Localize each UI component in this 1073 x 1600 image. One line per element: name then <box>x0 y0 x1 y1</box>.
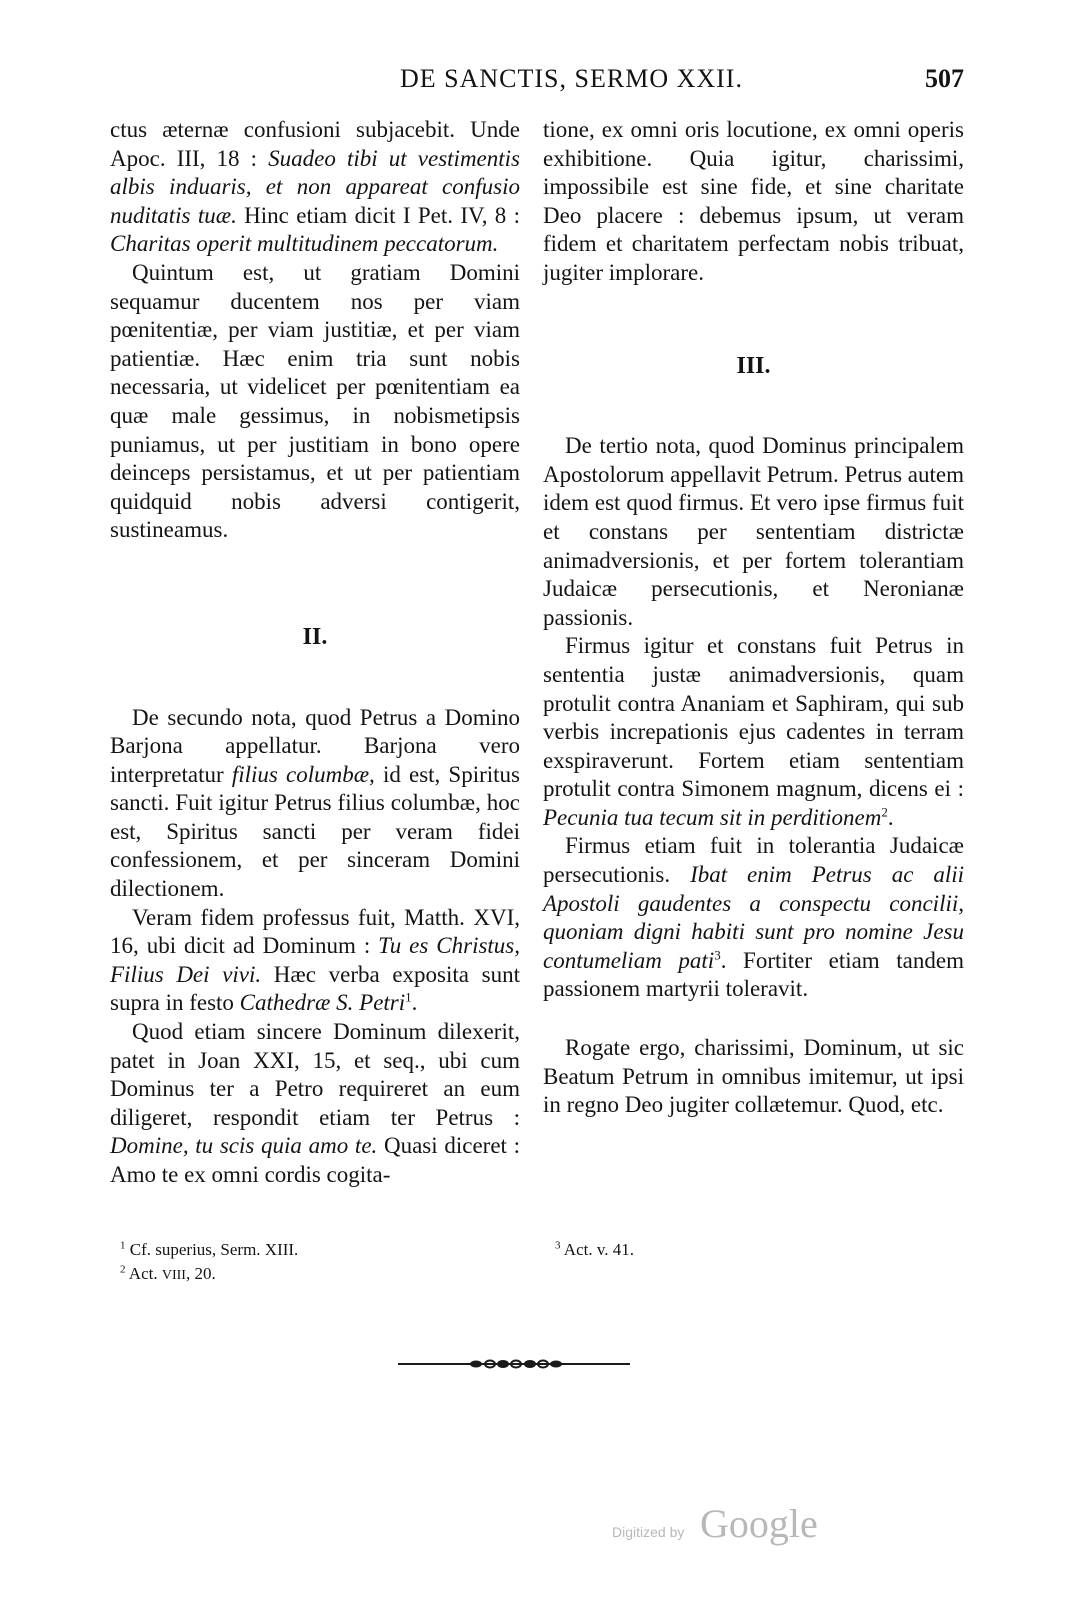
footnote-ref: 3 <box>714 947 721 963</box>
page-number: 507 <box>925 64 964 93</box>
paragraph: Firmus etiam fuit in tolerantia Judaicæ persecutionis. Ibat enim Petrus ac alii Apostoli gaudentes a conspectu concilii, quoniam digni habiti sunt pro nomine Jesu contumeliam pati$^3$. Fortiter etiam tandem passionem martyrii toleravit. <box>543 833 965 1002</box>
paragraph: tione, ex omni oris locutione, ex omni operis exhibitione. Quia igitur, charissimi, impossibile est sine fide, et sine charitate Deo placere : debemus ipsum, ut veram fidem et charitatem perfectam nobis tribuat, jugiter implorare. <box>543 117 964 285</box>
paragraph: Rogate ergo, charissimi, Dominum, ut sic Beatum Petrum in omnibus imitemur, ut ipsi in regno Deo jugiter collætemur. Quod, etc. <box>543 1035 964 1118</box>
section-heading: II. <box>302 623 328 650</box>
digitized-watermark <box>612 1500 852 1550</box>
footnotes-left <box>120 1238 298 1288</box>
paragraph: ctus æternæ confusioni subjacebit. Unde Apoc. III, 18 : Suadeo tibi ut vestimentis albis induaris, et non appareat confusio nuditatis tuæ. Hinc etiam dicit I Pet. IV, 8 : Charitas operit multitudinem peccatorum. <box>110 117 521 257</box>
google-logo: Google <box>700 1501 818 1546</box>
paragraph: Firmus igitur et constans fuit Petrus in sententia justæ animadversionis, quam protulit contra Ananiam et Saphiram, qui sub verbis increpationis ejus cadentes in terram exspiraverunt. Fortem etiam sententiam protulit contra Simonem magnum, dicens ei : Pecunia tua tecum sit in perditionem$^2$. <box>543 633 964 830</box>
section-heading: III. <box>736 352 771 379</box>
footnote-ref: 2 <box>881 804 888 820</box>
footnotes-right <box>555 1238 634 1262</box>
left-column <box>110 116 520 1190</box>
footnote: $^3$ Act. v. 41. <box>555 1239 635 1259</box>
paragraph: Quintum est, ut gratiam Domini sequamur ducentem nos per viam pœnitentiæ, per viam justitiæ, et per viam patientiæ. Hæc enim tria sunt nobis necessaria, ut videlicet per pœnitentiam ea quæ male gessimus, in nobismetipsis puniamus, ut per justitiam in bono opere deinceps persistamus, et ut per patientiam quidquid nobis adversi contigerit, sustineamus. <box>110 259 520 543</box>
paragraph: Quod etiam sincere Dominum dilexerit, patet in Joan XXI, 15, et seq., ubi cum Dominus ter a Petro requireret an eum diligeret, respondit etiam ter Petrus : Domine, tu scis quia amo te. Quasi diceret : Amo te ex omni cordis cogita- <box>110 1019 521 1187</box>
paragraph: De tertio nota, quod Dominus principalem Apostolorum appellavit Petrum. Petrus autem idem est quod firmus. Et vero ipse firmus fuit et constans per sententiam districtæ animadversionis, et per fortem tolerantiam Judaicæ persecutionis, et Neronianæ passionis. <box>543 433 964 630</box>
footnote-ref: 1 <box>405 989 412 1005</box>
ornament-rule <box>398 1358 630 1370</box>
watermark-small: Digitized by <box>612 1524 685 1540</box>
page-header <box>110 64 964 100</box>
paragraph: De secundo nota, quod Petrus a Domino Barjona appellatur. Barjona vero interpretatur filius columbæ, id est, Spiritus sancti. Fuit igitur Petrus filius columbæ, hoc est, Spiritus sancti per veram fidei confessionem, et per sinceram Domini dilectionem. <box>110 704 521 902</box>
running-head: DE SANCTIS, SERMO XXII. <box>400 64 743 93</box>
right-column <box>543 116 964 1120</box>
footnote: $^1$ Cf. superius, Serm. XIII. <box>120 1239 299 1259</box>
paragraph: Veram fidem professus fuit, Matth. XVI, 16, ubi dicit ad Dominum : Tu es Christus, Filius Dei vivi. Hæc verba exposita sunt supra in festo Cathedræ S. Petri$^1$. <box>110 904 520 1016</box>
footnote: $^2$ Act. VIII, 20. <box>120 1263 216 1283</box>
